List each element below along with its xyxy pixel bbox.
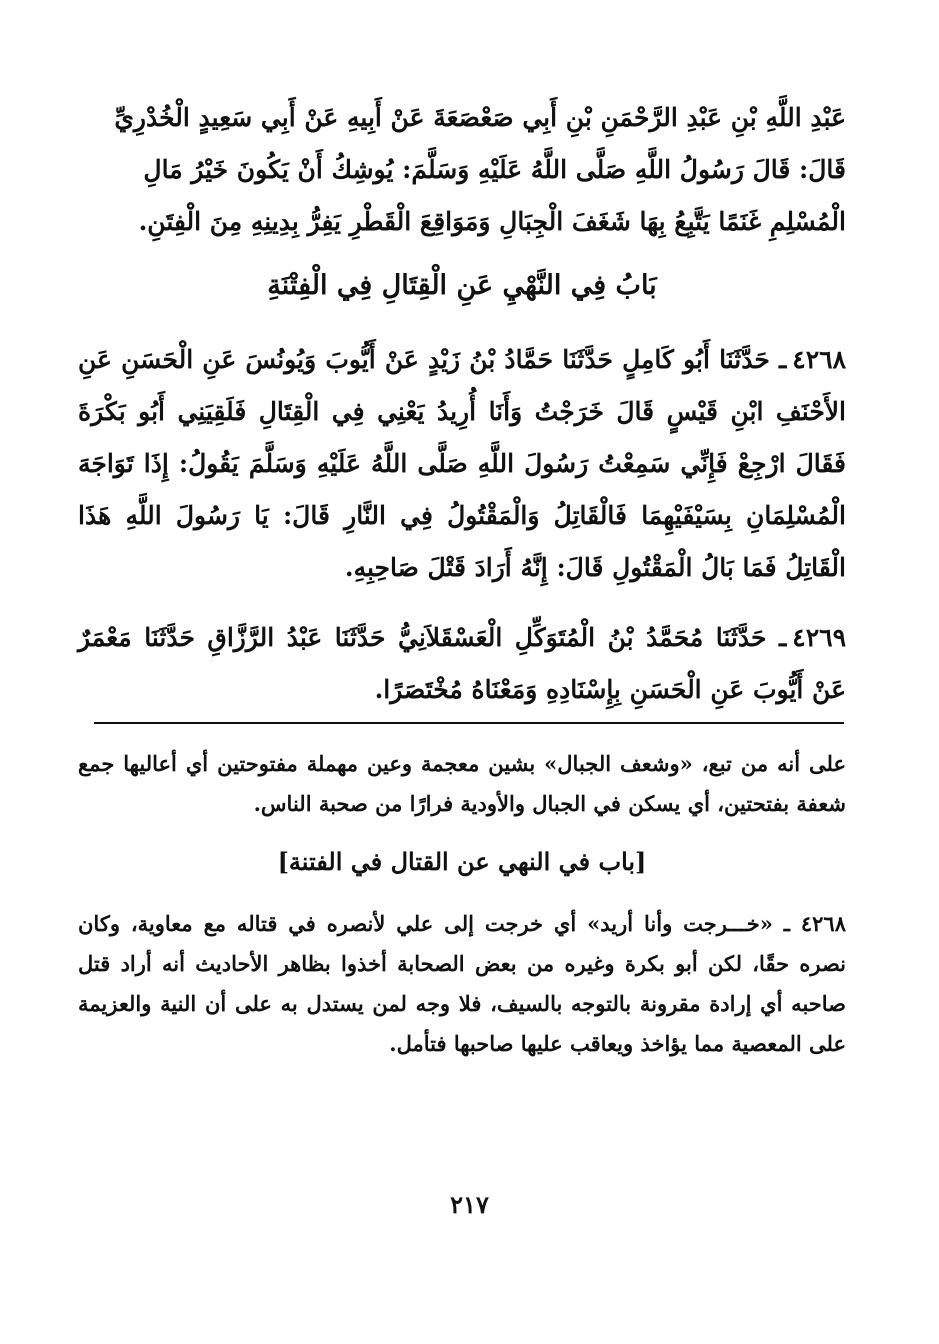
text-line: عَبْدِ اللَّهِ بْنِ عَبْدِ الرَّحْمَنِ بْنِ أَبِي صَعْصَعَةَ عَنْ أَبِيهِ عَنْ أَبِي سَعِيدٍ الْخُدْرِيِّ bbox=[114, 103, 846, 132]
chapter-heading: بَابُ فِي النَّهْيِ عَنِ الْقِتَالِ فِي الْفِتْنَةِ bbox=[267, 270, 657, 301]
text-line: الْمُسْلِمِ غَنَمًا يَتَّبِعُ بِهَا شَغَفَ الْجِبَالِ وَمَوَاقِعَ الْقَطْرِ يَفِرُّ بِدِينِهِ مِنَ الْفِتَنِ. bbox=[138, 207, 846, 236]
footnote-separator bbox=[94, 722, 844, 724]
hadith-4268 bbox=[78, 334, 846, 594]
commentary-4268: ٤٢٦٨ ـ «خـــرجت وأنا أريد» أي خرجت إلى علي لأنصره في قتاله مع معاوية، وكان نصره حقًا، لكن أبو بكرة وغيره من بعض الصحابة أخذوا بظاهر الأحاديث أنه أراد قتل صاحبه أي إرادة مقرونة بالتوجه بالسيف، فلا وجه لمن يستدل به على أن النية والعزيمة على المعصية مما يؤاخذ ويعاقب عليها صاحبها فتأمل. bbox=[78, 911, 846, 1056]
hadith-text: ـ حَدَّثَنَا مُحَمَّدُ بْنُ الْمُتَوَكِّلِ الْعَسْقَلاَنِيُّ حَدَّثَنَا عَبْدُ الرَّزَّاقِ حَدَّثَنَا مَعْمَرٌ عَنْ أَيُّوبَ عَنِ الْحَسَنِ بِإِسْنَادِهِ وَمَعْنَاهُ مُخْتَصَرًا. bbox=[78, 623, 846, 704]
hadith-text: ـ حَدَّثَنَا أَبُو كَامِلٍ حَدَّثَنَا حَمَّادُ بْنُ زَيْدٍ عَنْ أَيُّوبَ وَيُونُسَ عَنِ الْحَسَنِ عَنِ الأَحْنَفِ ابْنِ قَيْسٍ قَالَ خَرَجْتُ وَأَنَا أُرِيدُ يَعْنِي فِي الْقِتَالِ فَلَقِيَنِي أَبُو بَكْرَةَ فَقَالَ ارْجِعْ فَإِنِّي سَمِعْتُ رَسُولَ اللَّهِ صَلَّى اللَّهُ عَلَيْهِ وَسَلَّمَ يَقُولُ: إِذَا تَوَاجَهَ الْمُسْلِمَانِ بِسَيْفَيْهِمَا فَالْقَاتِلُ وَالْمَقْتُولُ فِي النَّارِ قَالَ: يَا رَسُولَ اللَّهِ هَذَا الْقَاتِلُ فَمَا بَالُ الْمَقْتُولِ قَالَ: إِنَّهُ أَرَادَ قَتْلَ صَاحِبِهِ. bbox=[78, 345, 846, 582]
page-number: ٢١٧ bbox=[450, 1190, 489, 1219]
hadith-number: ٤٢٦٨ bbox=[792, 345, 846, 374]
hadith-number: ٤٢٦٩ bbox=[792, 623, 846, 652]
commentary-chapter-heading: [باب في النهي عن القتال في الفتنة] bbox=[277, 847, 647, 876]
opening-hadith-text bbox=[78, 92, 846, 248]
commentary-intro: على أنه من تبع، «وشعف الجبال» بشين معجمة وعين مهملة مفتوحتين أي أعاليها جمع شعفة بفتحتين، أي يسكن في الجبال والأودية فرارًا من صحبة الناس. bbox=[78, 751, 846, 816]
hadith-4269 bbox=[78, 612, 846, 716]
text-line: قَالَ: قَالَ رَسُولُ اللَّهِ صَلَّى اللَّهُ عَلَيْهِ وَسَلَّمَ: يُوشِكُ أَنْ يَكُونَ خَيْرُ مَالِ bbox=[143, 155, 846, 184]
